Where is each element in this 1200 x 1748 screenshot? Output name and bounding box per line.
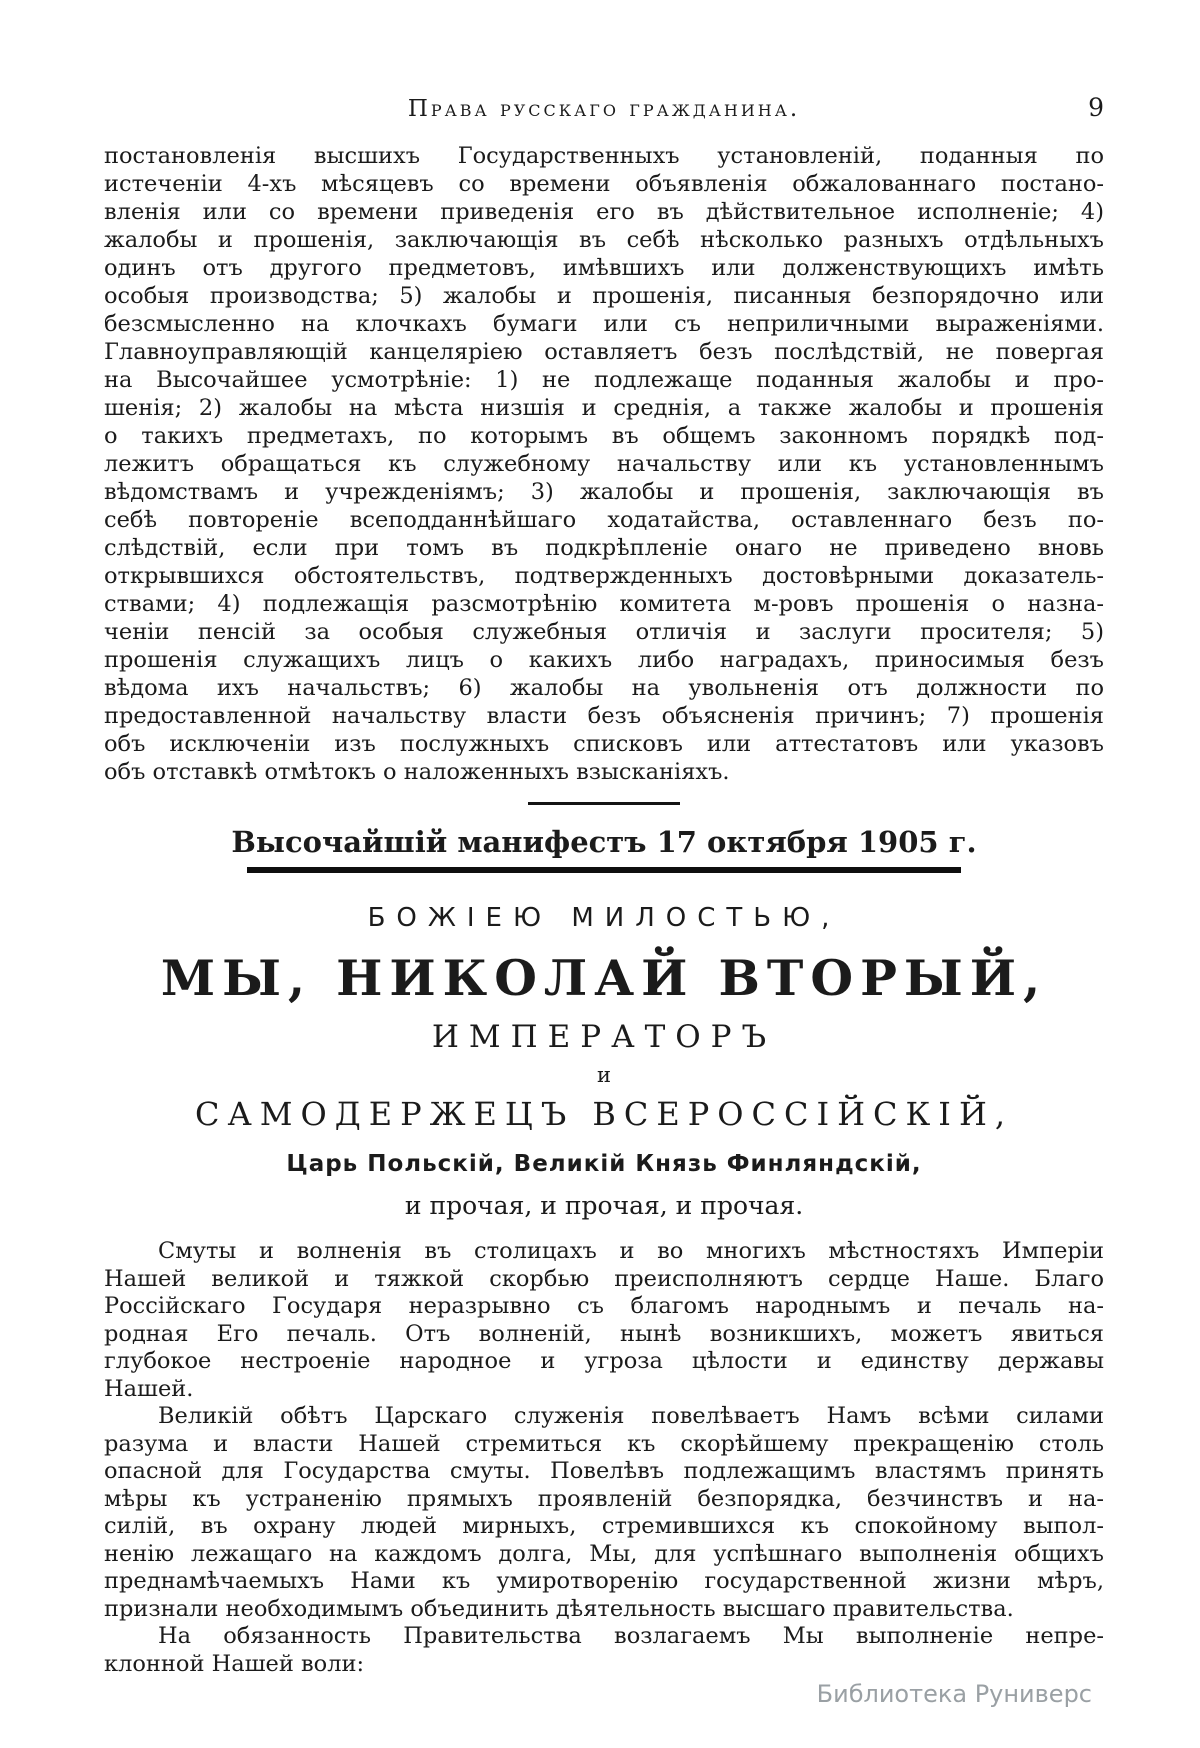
text-line: постановленія высшихъ Государственныхъ установленій, поданныя по [104, 143, 1104, 169]
text-line: шенія; 2) жалобы на мѣста низшія и среднія, а также жалобы и прошенія [104, 395, 1104, 421]
text-line: на Высочайшее усмотрѣніе: 1) не подлежаще поданныя жалобы и про- [104, 367, 1104, 393]
text-line: ченіи пенсій за особыя служебныя отличія и заслуги просителя; 5) [104, 619, 1104, 645]
text-line: Главноуправляющій канцеляріею оставляетъ безъ послѣдствій, не повергая [104, 339, 1104, 365]
text-line: ствами; 4) подлежащія разсмотрѣнію комитета м-ровъ прошенія о назна- [104, 591, 1104, 617]
text-line: мѣры къ устраненію прямыхъ проявленій безпорядка, безчинствъ и на- [104, 1485, 1104, 1512]
manifesto-paragraph-1 [104, 1238, 1104, 1403]
manifesto-paragraph-3 [104, 1623, 1104, 1678]
text-line: преднамѣчаемыхъ Нами къ умиротворенію государственной жизни мѣръ, [104, 1568, 1104, 1594]
running-header [104, 93, 1104, 128]
text-line: жалобы и прошенія, заключающія въ себѣ нѣсколько разныхъ отдѣльныхъ [104, 227, 1104, 253]
text-line: о такихъ предметахъ, по которымъ въ общемъ законномъ порядкѣ под- [104, 423, 1104, 449]
library-watermark: Библиотека Руниверс [816, 1680, 1092, 1708]
secondary-titles-line: Царь Польскій, Великій Князь Финляндскій, [286, 1151, 922, 1177]
text-line: Смуты и волненія въ столицахъ и во многихъ мѣстностяхъ Имперіи [158, 1238, 1104, 1264]
running-header-title: Права русскаго гражданина. [407, 96, 801, 122]
conjunction-line: и [597, 1063, 611, 1087]
autocrat-line: САМОДЕРЖЕЦЪ ВСЕРОССІЙСКІЙ, [194, 1095, 1014, 1133]
text-line: открывшихся обстоятельствъ, подтвержденныхъ достовѣрными доказатель- [104, 563, 1104, 589]
text-line: разума и власти Нашей стремиться къ скорѣйшему прекращенію столь [104, 1430, 1104, 1457]
text-line: признали необходимымъ объединить дѣятельность высшаго правительства. [104, 1595, 1014, 1622]
text-line: опасной для Государства смуты. Повелѣвъ подлежащимъ властямъ принять [104, 1458, 1104, 1484]
text-line: ненію лежащаго на каждомъ долга, Мы, для успѣшнаго выполненія общихъ [104, 1540, 1104, 1567]
imperator-line: ИМПЕРАТОРЪ [431, 1019, 777, 1055]
legal-text-block [104, 142, 1104, 786]
text-line: вѣдомствамъ и учрежденіямъ; 3) жалобы и прошенія, заключающія въ [104, 479, 1104, 505]
heading-underline-rule [247, 867, 961, 873]
text-line: Нашей великой и тяжкой скорбью преисполняютъ сердце Наше. Благо [104, 1265, 1104, 1292]
text-line: особыя производства; 5) жалобы и прошенія, писанныя безпорядочно или [104, 283, 1104, 309]
text-line: На обязанность Правительства возлагаемъ Мы выполненіе непре- [158, 1623, 1104, 1649]
text-line: Великій обѣтъ Царскаго служенія повелѣваетъ Намъ всѣми силами [158, 1403, 1104, 1429]
text-line: вѣдома ихъ начальствъ; 6) жалобы на увольненія отъ должности по [104, 675, 1104, 701]
text-line: объ отставкѣ отмѣтокъ о наложенныхъ взысканіяхъ. [104, 759, 730, 785]
text-line: родная Его печаль. Отъ волненій, нынѣ возникшихъ, можетъ явиться [104, 1320, 1104, 1347]
text-column [104, 0, 1104, 1678]
invocation-line: БОЖІЕЮ МИЛОСТЬЮ, [367, 903, 841, 933]
text-line: объ исключеніи изъ послужныхъ списковъ или аттестатовъ или указовъ [104, 731, 1104, 757]
text-line: безсмысленно на клочкахъ бумаги или съ неприличными выраженіями. [104, 311, 1104, 337]
text-line: истеченіи 4-хъ мѣсяцевъ со времени объявленія обжалованнаго постано- [104, 171, 1104, 197]
text-line: прошенія служащихъ лицъ о какихъ либо наградахъ, приносимыя безъ [104, 647, 1104, 673]
page-number: 9 [1088, 93, 1104, 122]
text-line: слѣдствій, если при томъ въ подкрѣпленіе онаго не приведено вновь [104, 535, 1104, 561]
etcetera-line: и прочая, и прочая, и прочая. [404, 1191, 804, 1220]
text-line: силій, въ охрану людей мирныхъ, стремившихся къ спокойному выпол- [104, 1513, 1104, 1539]
text-line: вленія или со времени приведенія его въ дѣйствительное исполненіе; 4) [104, 199, 1104, 225]
text-line: Нашей. [104, 1375, 194, 1402]
text-line: лежитъ обращаться къ служебному начальству или къ установленнымъ [104, 451, 1104, 477]
manifesto-heading: Высочайшій манифестъ 17 октября 1905 г. [231, 825, 977, 859]
text-line: предоставленной начальству власти безъ объясненія причинъ; 7) прошенія [104, 703, 1104, 729]
text-line: клонной Нашей воли: [104, 1650, 365, 1677]
text-line: Россійскаго Государя неразрывно съ благомъ народнымъ и печаль на- [104, 1293, 1104, 1319]
tsar-name-title: МЫ, НИКОЛАЙ ВТОРЫЙ, [160, 949, 1048, 1007]
text-line: себѣ повтореніе всеподданнѣйшаго ходатайства, оставленнаго безъ по- [104, 507, 1104, 533]
manifesto-paragraph-2 [104, 1403, 1104, 1623]
text-line: одинъ отъ другого предметовъ, имѣвшихъ или долженствующихъ имѣть [104, 255, 1104, 281]
text-line: глубокое нестроеніе народное и угроза цѣлости и единству державы [104, 1348, 1104, 1374]
section-divider-rule [528, 802, 680, 805]
